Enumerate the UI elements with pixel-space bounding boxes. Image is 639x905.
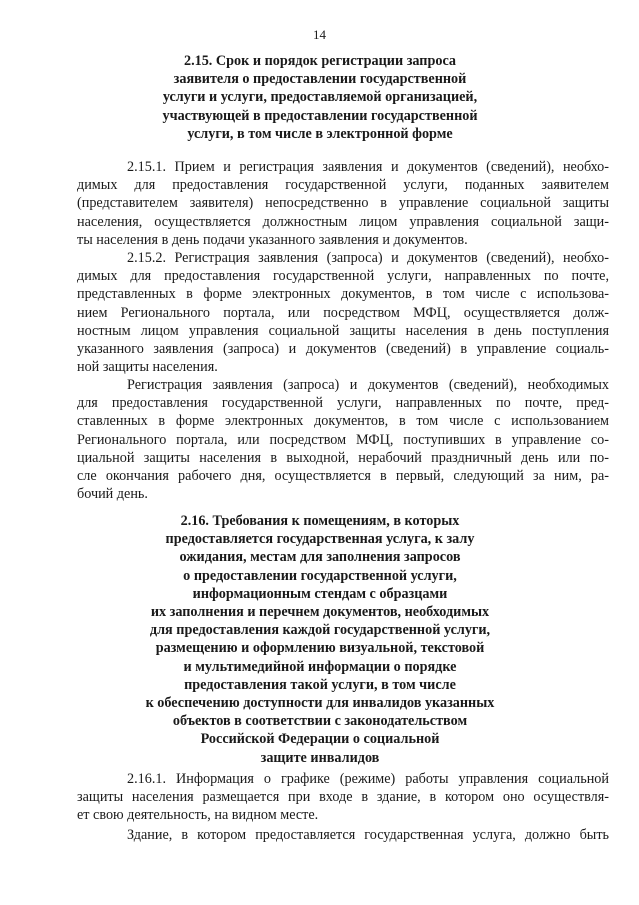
text-line: ной защиты населения. <box>77 359 218 376</box>
text-line: населения, осуществляется должностным лицом управления социальной защи- <box>77 213 609 230</box>
text-line: димых для предоставления государственной услуги, поданных заявителем <box>77 177 609 194</box>
heading-line: ожидания, местам для заполнения запросов <box>179 549 461 566</box>
heading-line: предоставляется государственная услуга, к залу <box>165 531 475 548</box>
text-line: ностным лицом управления социальной защиты населения в день поступления <box>77 322 609 339</box>
heading-line: к обеспечению доступности для инвалидов указанных <box>145 695 495 712</box>
text-line: 2.16.1. Информация о графике (режиме) работы управления социальной <box>127 771 609 787</box>
heading-line: услуги, в том числе в электронной форме <box>187 125 453 142</box>
heading-line: информационным стендам с образцами <box>192 585 448 602</box>
heading-line: предоставления такой услуги, в том числе <box>184 676 456 693</box>
heading-line: Российской Федерации о социальной <box>200 731 440 748</box>
text-line: указанного заявления (запроса) и документов (сведений) в управление социаль- <box>77 340 609 357</box>
heading-line: участвующей в предоставлении государственной <box>162 107 478 124</box>
paragraph-2-15-1 <box>77 158 609 249</box>
heading-line: о предоставлении государственной услуги, <box>183 567 457 584</box>
heading-line: защите инвалидов <box>260 749 380 766</box>
section-2-15-heading <box>120 52 520 143</box>
heading-line: заявителя о предоставлении государственной <box>173 71 467 88</box>
paragraph-2-16-1 <box>77 770 609 825</box>
text-line: бочий день. <box>77 486 148 503</box>
section-2-16-heading <box>120 512 520 767</box>
text-line: 2.15.1. Прием и регистрация заявления и документов (сведений), необхо- <box>127 159 609 175</box>
paragraph-registration-weekend <box>77 376 609 503</box>
text-line: представленных в форме электронных документов, в том числе с использова- <box>77 286 609 303</box>
text-line: ет свою деятельность, на видном месте. <box>77 807 319 824</box>
text-line: ты населения в день подачи указанного заявления и документов. <box>77 231 468 248</box>
heading-line: для предоставления каждой государственной услуги, <box>149 622 491 639</box>
text-line: для предоставления государственной услуги, направленных по почте, пред- <box>77 395 609 412</box>
text-line: Регионального портала, или посредством МФЦ, поступивших в управление со- <box>77 431 609 448</box>
page-number: 14 <box>313 27 326 42</box>
text-line: ставленных в форме электронных документов, в том числе с использованием <box>77 413 609 430</box>
heading-line: размещению и оформлению визуальной, текстовой <box>155 640 485 657</box>
text-line: защиты населения размещается при входе в здание, в котором оно осуществля- <box>77 789 609 806</box>
heading-line: и мультимедийной информации о порядке <box>183 658 457 675</box>
text-line: сле окончания рабочего дня, осуществляется в первый, следующий за ним, ра- <box>77 467 609 484</box>
text-line: димых для предоставления государственной услуги, направленных по почте, <box>77 268 609 285</box>
text-line: нием Регионального портала, или посредством МФЦ, осуществляется долж- <box>77 304 609 321</box>
text-line: 2.15.2. Регистрация заявления (запроса) и документов (сведений), необхо- <box>127 250 609 266</box>
heading-line: их заполнения и перечнем документов, необходимых <box>150 604 490 621</box>
text-line: циальной защиты населения в выходной, нерабочий праздничный день или по- <box>77 449 609 466</box>
text-line: Регистрация заявления (запроса) и документов (сведений), необходимых <box>127 377 609 393</box>
heading-line: 2.16. Требования к помещениям, в которых <box>180 513 460 529</box>
heading-line: объектов в соответствии с законодательством <box>172 713 468 730</box>
heading-line: услуги и услуги, предоставляемой организацией, <box>162 89 478 106</box>
text-line: Здание, в котором предоставляется государственная услуга, должно быть <box>127 827 609 843</box>
paragraph-2-15-2 <box>77 249 609 376</box>
paragraph-building <box>77 826 609 844</box>
heading-line: 2.15. Срок и порядок регистрации запроса <box>183 53 457 69</box>
text-line: (представителем заявителя) непосредственно в управление социальной защиты <box>77 195 609 212</box>
